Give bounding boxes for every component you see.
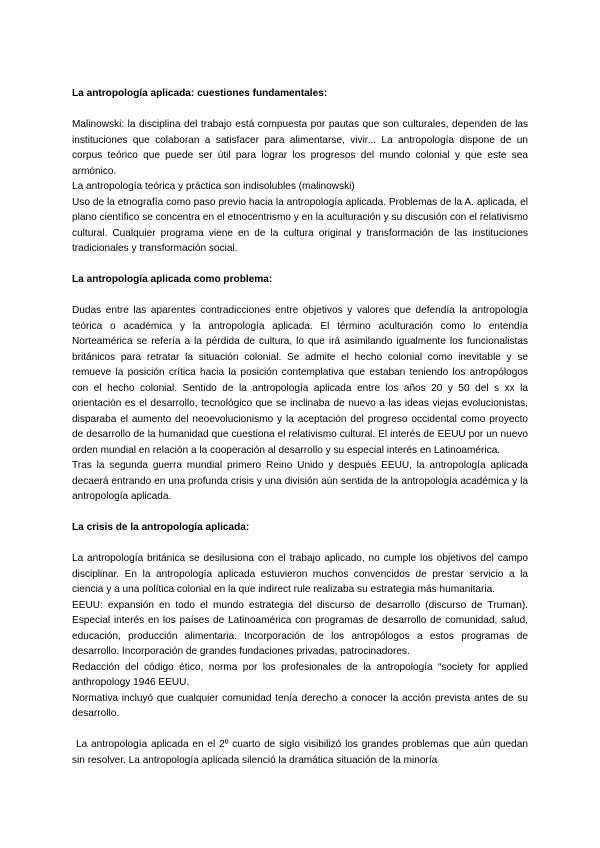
section-heading: La antropología aplicada: cuestiones fundamentales: xyxy=(72,88,328,99)
section-heading: La crisis de la antropología aplicada: xyxy=(72,522,250,533)
paragraph: Normativa incluyó que cualquier comunidad tenía derecho a conocer la acción prevista antes de su desarrollo. xyxy=(72,692,528,719)
paragraph: La antropología teórica y práctica son indisolubles (malinowski) xyxy=(72,181,355,192)
document-page xyxy=(72,86,528,768)
closing-paragraph: La antropología aplicada en el 2º cuarto de siglo visibilizó los grandes problemas que aún quedan sin resolver. La antropología aplicada silenció la dramática situación de la minoría xyxy=(72,739,528,766)
paragraph: Dudas entre las aparentes contradicciones entre objetivos y valores que defendía la antropología teórica o académica y la antropología aplicada. El término aculturación como lo entendía Norteamérica se refería a la pérdida de cultura, lo que irá asimilando igualmente los funcionalistas británicos para retratar la situación colonial. Se admite el hecho colonial como inevitable y se remueve la posición crítica hacia la posición contemplativa que estaban teniendo los antropólogos con el hecho colonial. Sentido de la antropología aplicada entre los años 20 y 50 del s xx la orientación es el desarrollo, tecnológico que se inclinaba de nuevo a las ideas viejas evolucionistas, disparaba el aumento del neoevolucionismo y la aceptación del progreso occidental como proyecto de desarrollo de la humanidad que cuestiona el relativismo cultural. El interés de EEUU por un nuevo orden mundial en relación a la cooperación al desarrollo y su especial interés en Latinoamérica. xyxy=(72,305,528,456)
paragraph: Uso de la etnografía como paso previo hacia la antropología aplicada. Problemas de la A. aplicada, el plano científico se concentra en el etnocentrismo y en la aculturación y su discusión con el relativismo cultural. Cualquier programa viene en de la cultura original y transformación de las instituciones tradicionales y transformación social. xyxy=(72,196,528,254)
paragraph: Tras la segunda guerra mundial primero Reino Unido y después EEUU, la antropología aplicada decaerá entrando en una profunda crisis y una división aún sentida de la antropología académica y la antropología aplicada. xyxy=(72,460,528,502)
section-heading: La antropología aplicada como problema: xyxy=(72,274,273,285)
paragraph: La antropología británica se desilusiona con el trabajo aplicado, no cumple los objetivos del campo disciplinar. En la antropología aplicada estuvieron muchos convencidos de prestar servicio a la ciencia y a una política colonial en la que indirect rule realizaba su estrategia más humanitaria. xyxy=(72,553,528,595)
paragraph: Redacción del código ético, norma por los profesionales de la antropología “society for applied anthropology 1946 EEUU. xyxy=(72,661,528,688)
paragraph: Malinowski: la disciplina del trabajo está compuesta por pautas que son culturales, dependen de las instituciones que colaboran a satisfacer para alimentarse, vivir... La antropología dispone de un corpus teórico que puede ser útil para lograr los progresos del mundo colonial y que este sea armónico. xyxy=(72,119,528,177)
paragraph: EEUU: expansión en todo el mundo estrategia del discurso de desarrollo (discurso de Truman). Especial interés en los países de Latinoamérica con programas de desarrollo de comunidad, salud, educación, producción alimentaria. Incorporación de los antropólogos a estos programas de desarrollo. Incorporación de grandes fundaciones privadas, patrocinadores. xyxy=(72,599,528,657)
